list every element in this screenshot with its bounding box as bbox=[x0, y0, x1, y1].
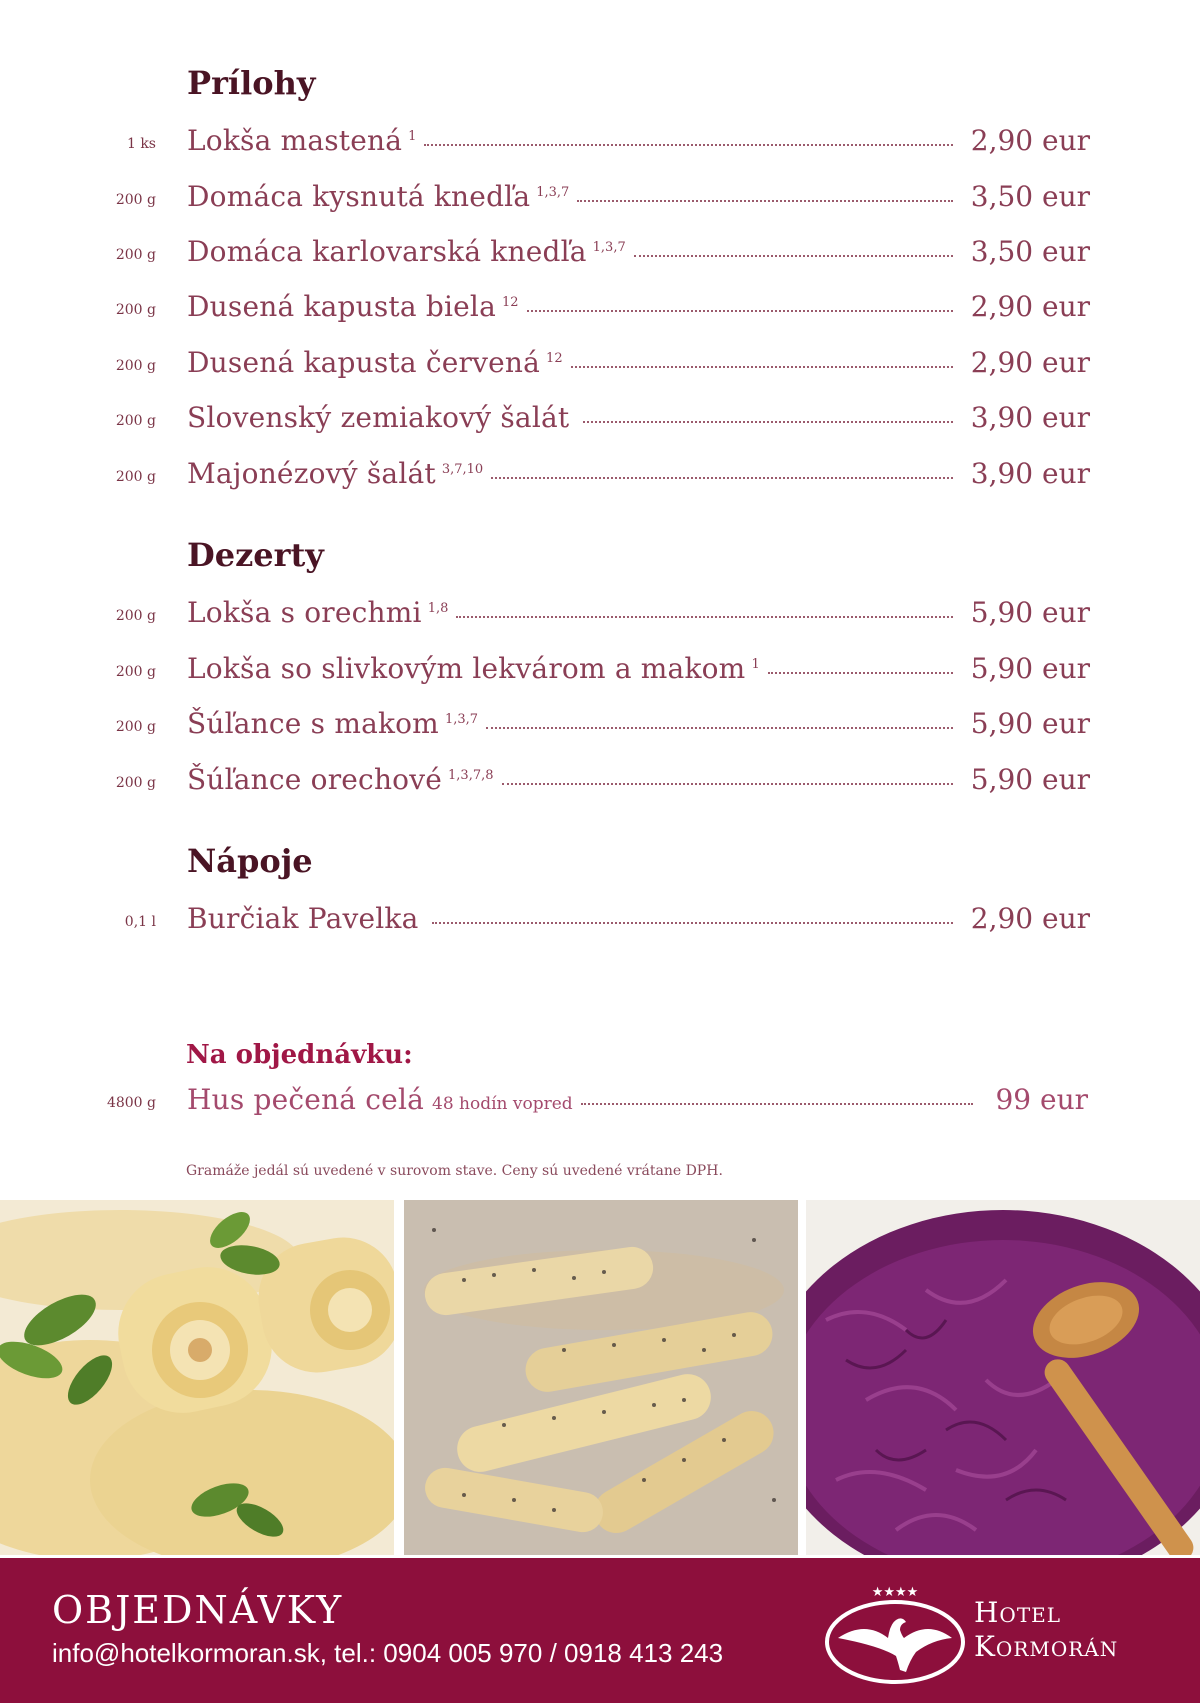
item-weight: 200 g bbox=[115, 608, 156, 624]
logo-line-2: Kormorán bbox=[974, 1630, 1119, 1663]
dot-leader bbox=[424, 143, 953, 146]
photo-sulance bbox=[404, 1200, 798, 1555]
photo-loksa bbox=[0, 1200, 394, 1555]
dot-leader bbox=[581, 1102, 973, 1105]
item-weight: 200 g bbox=[115, 775, 156, 791]
menu-item bbox=[0, 652, 1200, 692]
item-allergens: 1,3,7 bbox=[444, 712, 479, 727]
photo-kapusta bbox=[806, 1200, 1200, 1555]
menu-item bbox=[0, 902, 1200, 942]
item-name: Lokša so slivkovým lekvárom a makom bbox=[187, 652, 746, 685]
item-allergens: 1,3,7,8 bbox=[448, 768, 494, 783]
menu-item bbox=[0, 763, 1200, 803]
footer-contact: info@hotelkormoran.sk, tel.: 0904 005 970 / 0918 413 243 bbox=[52, 1638, 724, 1668]
food-photos bbox=[0, 1200, 1200, 1555]
item-name: Dusená kapusta biela bbox=[187, 290, 496, 323]
item-weight: 200 g bbox=[115, 358, 156, 374]
item-price: 2,90 eur bbox=[970, 346, 1090, 379]
menu-item bbox=[0, 457, 1200, 497]
item-name: Domáca kysnutá knedľa bbox=[187, 180, 531, 213]
item-name: Lokša mastená bbox=[187, 124, 403, 157]
item-price: 99 eur bbox=[995, 1083, 1088, 1116]
item-price: 3,50 eur bbox=[970, 235, 1090, 268]
logo-line-1: Hotel bbox=[974, 1596, 1062, 1629]
item-weight: 200 g bbox=[115, 469, 156, 485]
item-price: 5,90 eur bbox=[970, 763, 1090, 796]
menu-item bbox=[0, 401, 1200, 441]
item-price: 2,90 eur bbox=[970, 902, 1090, 935]
dot-leader bbox=[634, 254, 953, 257]
menu-item bbox=[0, 707, 1200, 747]
dot-leader bbox=[456, 615, 953, 618]
item-price: 5,90 eur bbox=[970, 652, 1090, 685]
dot-leader bbox=[486, 726, 953, 729]
item-name: Dusená kapusta červená bbox=[187, 346, 541, 379]
item-price: 3,90 eur bbox=[970, 457, 1090, 490]
item-allergens: 1,3,7 bbox=[536, 185, 570, 200]
order-item bbox=[0, 1083, 1200, 1123]
item-name: Slovenský zemiakový šalát bbox=[187, 401, 570, 434]
footer-title: OBJEDNÁVKY bbox=[52, 1588, 344, 1632]
dot-leader bbox=[571, 365, 953, 368]
kapusta-illustration bbox=[806, 1200, 1200, 1555]
sulance-illustration bbox=[404, 1200, 798, 1555]
item-name: Hus pečená celá bbox=[187, 1083, 424, 1116]
item-name: Domáca karlovarská knedľa bbox=[187, 235, 587, 268]
item-allergens: 1 bbox=[408, 129, 417, 144]
dot-leader bbox=[432, 921, 953, 924]
item-price: 5,90 eur bbox=[970, 596, 1090, 629]
item-name: Majonézový šalát bbox=[187, 457, 436, 490]
item-price: 2,90 eur bbox=[970, 290, 1090, 323]
section-title-dezerty: Dezerty bbox=[187, 536, 324, 574]
item-weight: 0,1 l bbox=[124, 914, 156, 930]
menu-item bbox=[0, 346, 1200, 386]
item-weight: 200 g bbox=[115, 192, 156, 208]
order-note: 48 hodín vopred bbox=[432, 1094, 573, 1114]
section-title-prilohy: Prílohy bbox=[187, 64, 316, 102]
dot-leader bbox=[502, 782, 953, 785]
dot-leader bbox=[583, 420, 953, 423]
menu-item bbox=[0, 596, 1200, 636]
dot-leader bbox=[577, 199, 953, 202]
item-allergens: 1 bbox=[751, 657, 760, 672]
menu-item bbox=[0, 180, 1200, 220]
item-name: Burčiak Pavelka bbox=[187, 902, 419, 935]
menu-item bbox=[0, 290, 1200, 330]
item-weight: 200 g bbox=[115, 247, 156, 263]
footer-bar bbox=[0, 1558, 1200, 1703]
item-name: Šúľance s makom bbox=[187, 707, 439, 740]
item-allergens: 3,7,10 bbox=[441, 462, 484, 477]
item-price: 2,90 eur bbox=[970, 124, 1090, 157]
hotel-logo-icon bbox=[820, 1580, 970, 1690]
dot-leader bbox=[491, 476, 953, 479]
loksa-illustration bbox=[0, 1200, 394, 1555]
order-section-title: Na objednávku: bbox=[186, 1040, 413, 1070]
dot-leader bbox=[768, 671, 953, 674]
item-price: 5,90 eur bbox=[970, 707, 1090, 740]
item-weight: 200 g bbox=[115, 302, 156, 318]
item-allergens: 12 bbox=[546, 351, 563, 366]
item-allergens: 1,8 bbox=[427, 601, 449, 616]
item-weight: 4800 g bbox=[106, 1095, 156, 1111]
hotel-stars: ★★★★ bbox=[871, 1585, 919, 1600]
menu-item bbox=[0, 235, 1200, 275]
item-weight: 200 g bbox=[115, 664, 156, 680]
item-price: 3,50 eur bbox=[970, 180, 1090, 213]
item-allergens: 1,3,7 bbox=[592, 240, 626, 255]
menu-item bbox=[0, 124, 1200, 164]
item-allergens: 12 bbox=[501, 295, 519, 310]
item-weight: 200 g bbox=[115, 413, 156, 429]
item-price: 3,90 eur bbox=[970, 401, 1090, 434]
section-title-napoje: Nápoje bbox=[187, 842, 313, 880]
item-weight: 200 g bbox=[115, 719, 156, 735]
dot-leader bbox=[527, 309, 953, 312]
item-name: Šúľance orechové bbox=[187, 763, 443, 796]
hotel-logo-text bbox=[974, 1596, 1118, 1664]
item-name: Lokša s orechmi bbox=[187, 596, 422, 629]
footnote: Gramáže jedál sú uvedené v surovom stave. Ceny sú uvedené vrátane DPH. bbox=[186, 1163, 723, 1179]
item-weight: 1 ks bbox=[126, 136, 156, 152]
